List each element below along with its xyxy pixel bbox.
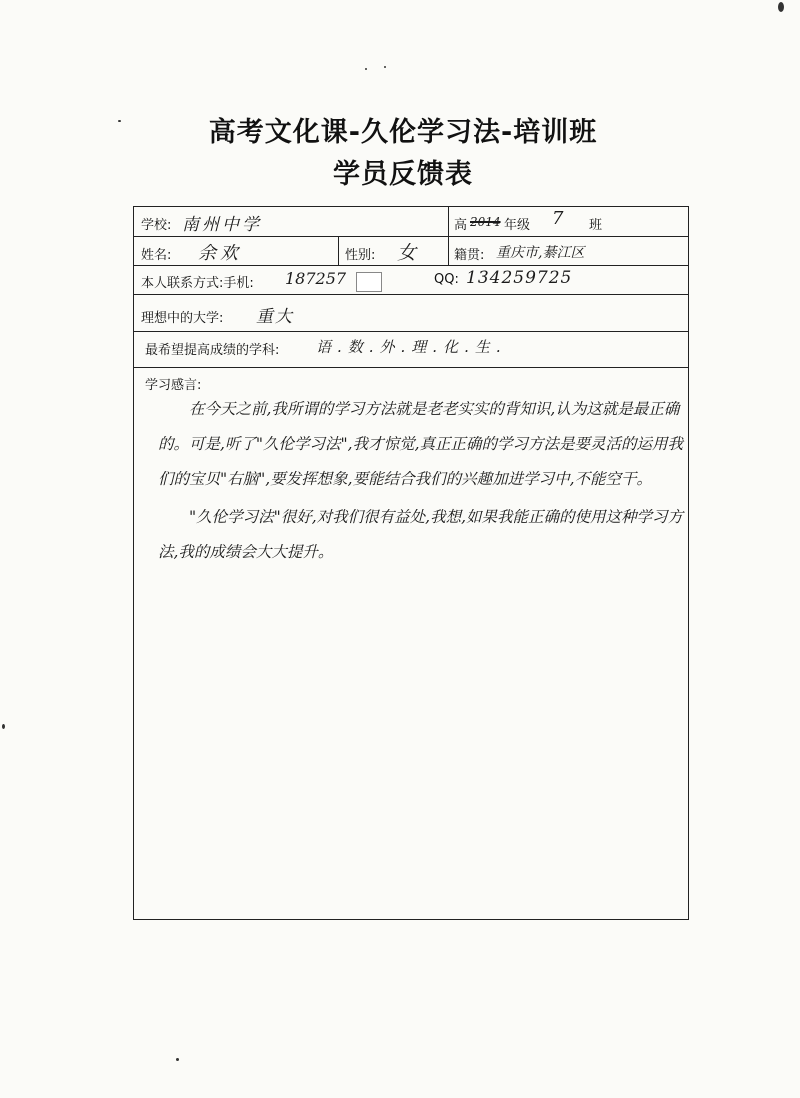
row-divider (134, 331, 688, 332)
name-label: 姓名: (141, 248, 172, 263)
feedback-text (158, 392, 684, 570)
school-label: 学校: (141, 218, 172, 233)
hometown-value: 重庆市,綦江区 (496, 245, 585, 261)
page-title: 高考文化课-久伦学习法-培训班 (208, 117, 598, 148)
grade-struck: 2014 (470, 215, 501, 229)
hometown-label: 籍贯: (454, 248, 485, 263)
column-divider (338, 236, 339, 265)
name-value: 余欢 (198, 243, 242, 264)
subjects-label: 最希望提高成绩的学科: (145, 343, 280, 358)
feedback-label: 学习感言: (145, 378, 202, 393)
scan-speck (176, 1058, 179, 1061)
row-divider (134, 294, 688, 295)
feedback-form (133, 206, 689, 920)
grade-label: 年级 (504, 218, 531, 233)
scan-speck (778, 2, 784, 12)
scan-speck (118, 120, 121, 122)
feedback-paragraph: 在今天之前,我所谓的学习方法就是老老实实的背知识,认为这就是最正确的。可是,听了"久伦学习法",我才惊觉,真正正确的学习方法是要灵活的运用我们的宝贝"右脑",要发挥想象,要能结合我们的兴趣加进学习中,不能空干。 (158, 400, 684, 488)
grade-value: 7 (552, 208, 564, 229)
phone-label: 本人联系方式:手机: (141, 276, 254, 291)
redacted-box (356, 272, 382, 292)
university-label: 理想中的大学: (141, 311, 224, 326)
school-value: 南州中学 (182, 215, 262, 235)
feedback-paragraph: "久伦学习法"很好,对我们很有益处,我想,如果我能正确的使用这种学习方法,我的成绩会大大提升。 (158, 508, 684, 561)
row-divider (134, 236, 688, 237)
scan-speck (384, 66, 386, 68)
qq-label: QQ: (434, 272, 459, 287)
gender-value: 女 (397, 242, 417, 264)
qq-value: 134259725 (466, 268, 573, 288)
page-subtitle: 学员反馈表 (333, 159, 473, 190)
university-value: 重大 (256, 307, 294, 327)
phone-value: 187257 (285, 269, 347, 288)
grade-prefix: 高 (454, 218, 468, 233)
gender-label: 性别: (345, 248, 376, 263)
scan-speck (2, 724, 5, 729)
subjects-value: 语.数.外.理.化.生. (316, 338, 507, 356)
class-label: 班 (589, 218, 603, 233)
column-divider (448, 207, 449, 265)
row-divider (134, 367, 688, 368)
scan-speck (365, 68, 367, 70)
row-divider (134, 265, 688, 266)
